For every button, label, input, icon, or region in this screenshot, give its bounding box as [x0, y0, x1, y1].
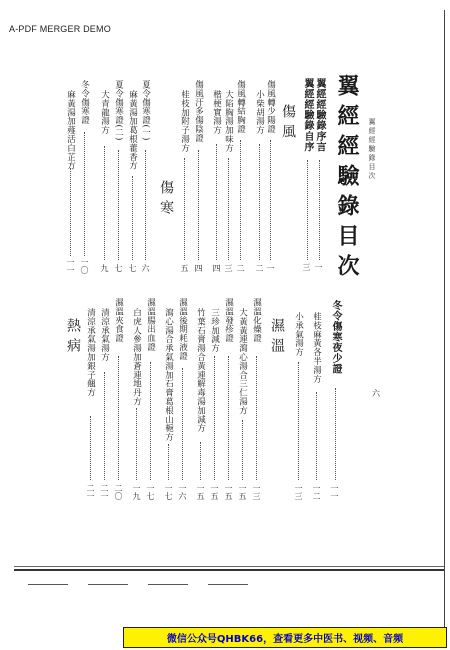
page-number: 一〇	[80, 258, 89, 274]
leader-dots	[104, 146, 105, 260]
toc-entry: 麻黃湯加葛根藿香方	[127, 90, 138, 171]
preface-label: 翼經經驗錄自序	[302, 78, 313, 153]
leader-dots	[90, 416, 91, 480]
toc-entry: 竹葉石膏湯合黃連解毒湯加減方	[195, 308, 206, 433]
section-heading: 傷寒	[158, 180, 174, 220]
page-number: 四	[194, 264, 203, 272]
toc-entry: 傷風轉結胸證	[235, 80, 246, 134]
page-number: 二	[236, 264, 245, 272]
toc-entry: 桂枝加附子湯方	[179, 90, 190, 153]
book-title: 翼經經驗錄目次	[334, 74, 360, 284]
page-number: 一	[314, 263, 323, 271]
page-number: 三	[302, 263, 311, 271]
toc-entry: 小柴胡湯方	[254, 90, 265, 135]
leader-dots	[182, 368, 183, 480]
page-marker: 六	[372, 389, 380, 398]
toc-entry: 楷梗實湯方	[211, 90, 222, 135]
page-number: 一七	[164, 484, 173, 500]
page-number: 一二	[312, 484, 321, 500]
toc-entry: 白虎人參湯加蒼連地丹方	[131, 308, 142, 406]
toc-entry: 大陷胸湯加味方	[223, 90, 234, 153]
preface-label: 翼經經驗錄序言	[314, 78, 325, 153]
page-number: 一三	[252, 484, 261, 500]
leader-dots	[319, 160, 320, 260]
page-number: 一一	[330, 484, 339, 500]
page-number: 一六	[178, 484, 187, 500]
leader-dots	[104, 372, 105, 480]
toc-entry: 大青龍湯方	[99, 90, 110, 135]
toc-entry: 傷風轉少陽證	[265, 80, 276, 134]
page-number: 三	[224, 264, 233, 272]
page-number: 二〇	[114, 484, 123, 500]
leader-dots	[256, 356, 257, 480]
page-rule	[88, 584, 128, 585]
section-heading: 熱病	[65, 318, 81, 358]
page-rule	[14, 569, 444, 571]
leader-dots	[150, 362, 151, 480]
page-number: 一一	[66, 258, 75, 274]
toc-entry: 清涼承氣湯加銀子翹方	[85, 308, 96, 397]
section-heading: 濕溫	[269, 318, 285, 358]
leader-dots	[184, 158, 185, 260]
toc-entry: 桂枝麻黃各半湯方	[311, 312, 322, 384]
toc-entry: 傷風汗多傷陰證	[193, 80, 204, 143]
leader-dots	[307, 160, 308, 260]
page-number: 二一	[100, 484, 109, 500]
page-number: 七	[114, 264, 123, 272]
toc-entry: 夏令傷寒證(一)	[140, 80, 151, 141]
page-rule	[14, 566, 444, 567]
page-rule	[208, 584, 248, 585]
leader-dots	[228, 356, 229, 480]
page-number: 一五	[224, 484, 233, 500]
page-number: 五	[180, 264, 189, 272]
leader-dots	[270, 140, 271, 260]
toc-entry: 濕溫後期耗液證	[177, 298, 188, 361]
promo-banner: 微信公众号QHBK66，查看更多中医书、视频、音频	[123, 627, 447, 648]
leader-dots	[168, 444, 169, 480]
page-number: 一三	[294, 484, 303, 500]
page-number: 一五	[210, 484, 219, 500]
leader-dots	[259, 144, 260, 260]
leader-dots	[298, 362, 299, 480]
leader-dots	[216, 144, 217, 260]
page-number: 九	[100, 264, 109, 272]
leader-dots	[136, 408, 137, 480]
leader-dots	[70, 168, 71, 256]
page-number: 一五	[196, 484, 205, 500]
page-rule	[28, 584, 68, 585]
page-number: 一	[266, 264, 275, 272]
toc-entry: 濕溫夾食證	[113, 298, 124, 343]
page-number: 一七	[146, 484, 155, 500]
toc-entry: 麻黃湯加薤活白芷方	[65, 90, 76, 171]
leader-dots	[200, 442, 201, 480]
page-number: 二一	[86, 484, 95, 500]
toc-entry: 大黃黃連瀉心湯合三仁湯方	[237, 308, 248, 415]
page-number: 六	[141, 264, 150, 272]
leader-dots	[242, 420, 243, 480]
leader-dots	[214, 356, 215, 480]
leader-dots	[240, 140, 241, 260]
section-heading: 傷風	[280, 104, 296, 144]
leader-dots	[198, 150, 199, 260]
toc-entry: 濕溫發疹證	[223, 298, 234, 343]
leader-dots	[132, 176, 133, 260]
toc-entry: 清涼承氣湯方	[99, 308, 110, 362]
watermark-text: A-PDF MERGER DEMO	[9, 24, 111, 34]
toc-entry: 濕溫腸出血證	[145, 298, 156, 352]
page-number: 一九	[132, 484, 141, 500]
toc-entry: 濕溫化燥證	[251, 298, 262, 343]
toc-entry: 冬令傷寒夜少證	[330, 300, 341, 375]
page-number: 七	[128, 264, 137, 272]
page-rule	[148, 584, 188, 585]
leader-dots	[118, 150, 119, 260]
running-head: 翼經經驗錄目次	[368, 118, 376, 181]
toc-entry: 瀉心湯合承氣湯加石膏葛根山梔方	[163, 308, 174, 442]
toc-entry: 三珍加減方	[209, 308, 220, 353]
leader-dots	[228, 158, 229, 260]
page-number: 四	[212, 264, 221, 272]
toc-entry: 小承氣湯方	[293, 312, 304, 357]
page-number: 一五	[238, 484, 247, 500]
leader-dots	[316, 392, 317, 480]
toc-entry: 夏令傷寒證(二)	[113, 80, 124, 141]
leader-dots	[335, 388, 336, 480]
leader-dots	[145, 150, 146, 260]
toc-entry: 冬令傷寒證	[79, 80, 90, 125]
page-number: 二	[255, 264, 264, 272]
leader-dots	[118, 356, 119, 480]
leader-dots	[84, 132, 85, 256]
page-edge	[444, 10, 445, 630]
